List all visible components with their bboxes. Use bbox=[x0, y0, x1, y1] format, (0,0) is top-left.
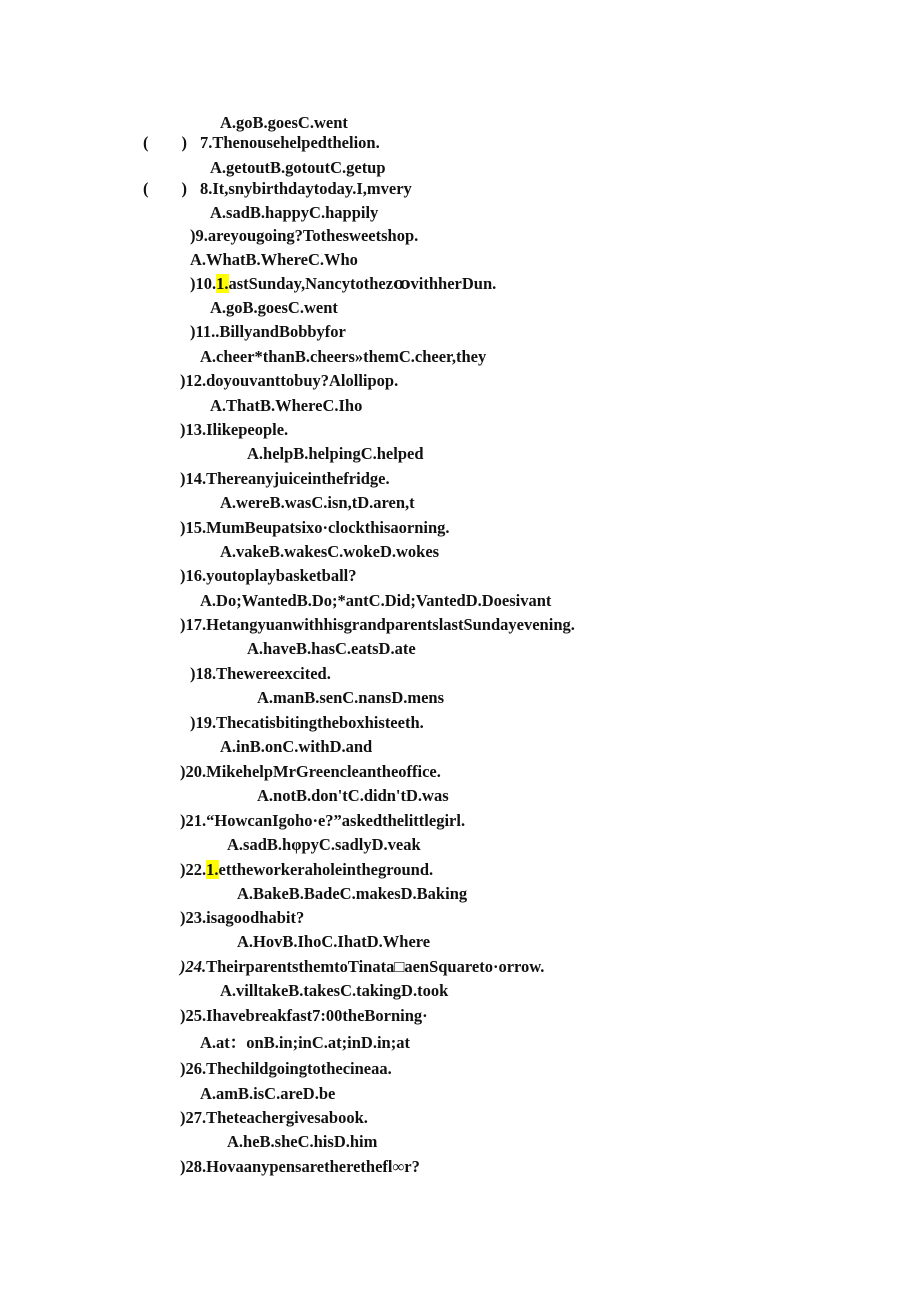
option-line: A.Do;WantedB.Do;*antC.Did;VantedD.Doesivant bbox=[200, 591, 552, 610]
option-line: A.goB.goesC.went bbox=[210, 298, 338, 317]
option-line: A.goB.goesC.went bbox=[220, 113, 348, 132]
question-line: )15.MumBeupatsixo·clockthisaorning. bbox=[180, 518, 450, 537]
question-line: )22.1.ettheworkeraholeintheground. bbox=[180, 860, 434, 879]
option-line: A.helpB.helpingC.helped bbox=[247, 444, 424, 463]
option-line: A.wereB.wasC.isn,tD.aren,t bbox=[220, 493, 415, 512]
option-line: A.cheer*thanB.cheers»themC.cheer,they bbox=[200, 347, 487, 366]
question-line: )9.areyougoing?Tothesweetshop. bbox=[190, 226, 419, 245]
answer-paren[interactable]: ( ) bbox=[143, 179, 187, 198]
option-line: A.HovB.IhoC.IhatD.Where bbox=[237, 932, 431, 951]
highlight-mark: 1. bbox=[206, 860, 219, 879]
question-line: )13.Ilikepeople. bbox=[180, 420, 289, 439]
question-line: )25.Ihavebreakfast7:00theBorning· bbox=[180, 1006, 428, 1025]
option-line: A.amB.isC.areD.be bbox=[200, 1084, 336, 1103]
question-line: )16.youtoplaybasketball? bbox=[180, 566, 357, 585]
question-line: )12.doyouvanttobuy?Alollipop. bbox=[180, 371, 399, 390]
answer-paren[interactable]: ( ) bbox=[143, 133, 187, 152]
question-line: )17.HetangyuanwithhisgrandparentslastSundayevening. bbox=[180, 615, 575, 634]
option-line: A.notB.don'tC.didn'tD.was bbox=[257, 786, 449, 805]
option-line: A.ThatB.WhereC.Iho bbox=[210, 396, 363, 415]
question-line: )18.Thewereexcited. bbox=[190, 664, 331, 683]
option-line: A.heB.sheC.hisD.him bbox=[227, 1132, 378, 1151]
option-line: A.vakeB.wakesC.wokeD.wokes bbox=[220, 542, 440, 561]
question-line: )24.TheirparentsthemtoTinata□aenSquareto·orrow. bbox=[180, 957, 545, 976]
question-line: )23.isagoodhabit? bbox=[180, 908, 305, 927]
question-line: )20.MikehelpMrGreencleantheoffice. bbox=[180, 762, 441, 781]
option-line: A.BakeB.BadeC.makesD.Baking bbox=[237, 884, 468, 903]
option-line: A.WhatB.WhereC.Who bbox=[190, 250, 358, 269]
question-line: )21.“HowcanIgoho·e?”askedthelittlegirl. bbox=[180, 811, 466, 830]
option-line: A.haveB.hasC.eatsD.ate bbox=[247, 639, 416, 658]
option-line: A.at：onB.in;inC.at;inD.in;at bbox=[200, 1033, 410, 1052]
question-line: )10.1.astSunday,NancytothezꝏvithherDun. bbox=[190, 274, 497, 293]
highlight-mark: 1. bbox=[216, 274, 229, 293]
option-line: A.sadB.hφpyC.sadlyD.veak bbox=[227, 835, 421, 854]
question-line: )28.Hovaanypensaretherethefl∞r? bbox=[180, 1157, 420, 1176]
option-line: A.inB.onC.withD.and bbox=[220, 737, 373, 756]
question-line: )11..BillyandBobbyfor bbox=[190, 322, 346, 341]
question-line: )14.Thereanyjuiceinthefridge. bbox=[180, 469, 390, 488]
question-line: )26.Thechildgoingtothecineaa. bbox=[180, 1059, 392, 1078]
question-line: ( ) 8.It,snybirthdaytoday.I,mvery bbox=[143, 179, 412, 198]
question-line: )19.Thecatisbitingtheboxhisteeth. bbox=[190, 713, 424, 732]
question-line: ( ) 7.Thenousehelpedthelion. bbox=[143, 133, 380, 152]
question-line: )27.Theteachergivesabook. bbox=[180, 1108, 368, 1127]
option-line: A.getoutB.gotoutC.getup bbox=[210, 158, 386, 177]
option-line: A.sadB.happyC.happily bbox=[210, 203, 379, 222]
option-line: A.manB.senC.nansD.mens bbox=[257, 688, 445, 707]
option-line: A.villtakeB.takesC.takingD.took bbox=[220, 981, 449, 1000]
